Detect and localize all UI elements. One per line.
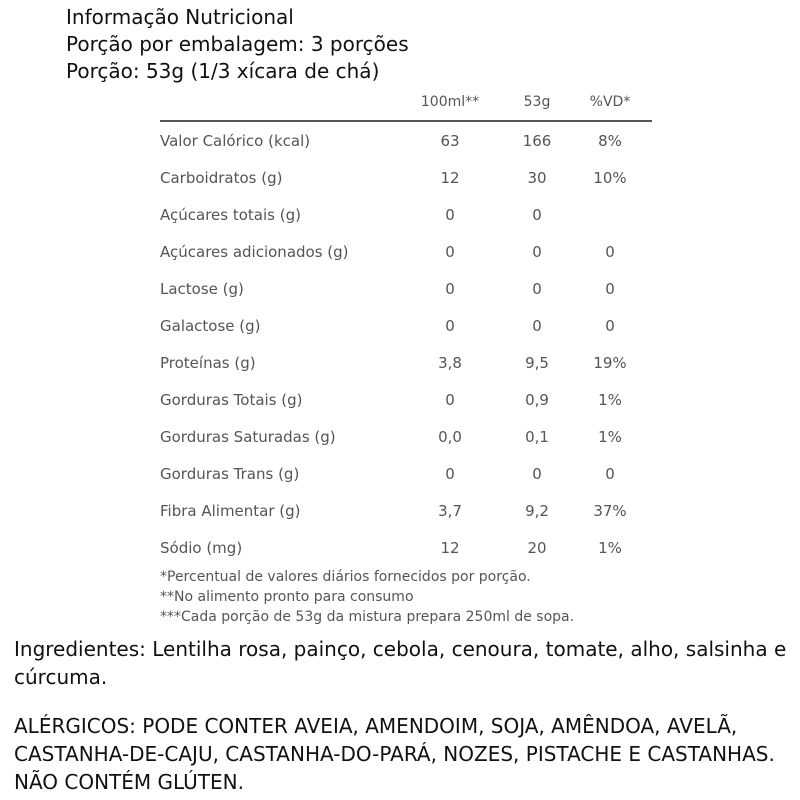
nutrient-label: Gorduras Trans (g) (160, 465, 300, 483)
value-vd: 0 (605, 465, 615, 483)
footnotes (160, 567, 574, 627)
value-100ml: 0 (445, 391, 455, 409)
value-53g: 9,5 (525, 354, 549, 372)
nutrition-header (66, 4, 409, 85)
nutrient-label: Lactose (g) (160, 280, 244, 298)
value-100ml: 0 (445, 280, 455, 298)
table-row (160, 233, 652, 270)
table-row (160, 381, 652, 418)
value-vd: 10% (593, 169, 627, 187)
value-100ml: 3,7 (438, 502, 462, 520)
nutrition-title: Informação Nutricional (66, 5, 294, 29)
servings-per-package: Porção por embalagem: 3 porções (66, 32, 409, 56)
nutrient-label: Sódio (mg) (160, 539, 243, 557)
value-53g: 0 (532, 280, 542, 298)
value-53g: 0 (532, 317, 542, 335)
footnote-preparation: ***Cada porção de 53g da mistura prepara 250ml de sopa. (160, 609, 575, 625)
value-vd: 19% (593, 354, 627, 372)
table-row (160, 529, 652, 566)
footnote-vd: *Percentual de valores diários fornecidos por porção. (160, 569, 531, 585)
table-row (160, 307, 652, 344)
value-vd: 1% (598, 539, 622, 557)
value-100ml: 63 (440, 132, 460, 150)
column-header-53g: 53g (523, 94, 551, 110)
nutrient-label: Açúcares adicionados (g) (160, 243, 349, 261)
table-row (160, 492, 652, 529)
value-vd: 37% (593, 502, 627, 520)
value-vd: 0 (605, 280, 615, 298)
column-header-100ml: 100ml** (420, 94, 480, 110)
value-100ml: 0 (445, 317, 455, 335)
footnote-ready-to-eat: **No alimento pronto para consumo (160, 589, 414, 605)
value-100ml: 0 (445, 206, 455, 224)
table-row (160, 159, 652, 196)
nutrient-label: Fibra Alimentar (g) (160, 502, 301, 520)
table-row (160, 196, 652, 233)
value-100ml: 12 (440, 539, 460, 557)
value-vd: 0 (605, 243, 615, 261)
table-row (160, 122, 652, 159)
ingredients-text: Ingredientes: Lentilha rosa, painço, cebola, cenoura, tomate, alho, salsinha e cúrcuma. (14, 637, 787, 689)
value-vd: 0 (605, 317, 615, 335)
value-53g: 0 (532, 465, 542, 483)
value-100ml: 0,0 (438, 428, 462, 446)
table-body (160, 122, 652, 566)
value-vd: 8% (598, 132, 622, 150)
serving-size: Porção: 53g (1/3 xícara de chá) (66, 59, 380, 83)
value-53g: 0,1 (525, 428, 549, 446)
value-vd: 1% (598, 428, 622, 446)
nutrition-table (160, 90, 652, 566)
table-header (160, 90, 652, 122)
value-53g: 9,2 (525, 502, 549, 520)
value-53g: 30 (527, 169, 547, 187)
nutrient-label: Carboidratos (g) (160, 169, 283, 187)
nutrient-label: Gorduras Totais (g) (160, 391, 303, 409)
nutrient-label: Proteínas (g) (160, 354, 256, 372)
value-53g: 0 (532, 243, 542, 261)
nutrient-label: Galactose (g) (160, 317, 261, 335)
value-100ml: 3,8 (438, 354, 462, 372)
table-row (160, 455, 652, 492)
value-53g: 20 (527, 539, 547, 557)
nutrient-label: Valor Calórico (kcal) (160, 132, 311, 150)
table-row (160, 344, 652, 381)
nutrient-label: Açúcares totais (g) (160, 206, 301, 224)
value-100ml: 0 (445, 243, 455, 261)
value-53g: 0,9 (525, 391, 549, 409)
value-53g: 0 (532, 206, 542, 224)
table-row (160, 270, 652, 307)
table-row (160, 418, 652, 455)
value-53g: 166 (522, 132, 552, 150)
nutrient-label: Gorduras Saturadas (g) (160, 428, 336, 446)
value-100ml: 0 (445, 465, 455, 483)
allergens-text: ALÉRGICOS: PODE CONTER AVEIA, AMENDOIM, SOJA, AMÊNDOA, AVELÃ, CASTANHA-DE-CAJU, CASTANHA-DO-PARÁ, NOZES, PISTACHE E CASTANHAS. NÃO CONTÉM GLÚTEN. (14, 714, 775, 794)
value-100ml: 12 (440, 169, 460, 187)
value-vd: 1% (598, 391, 622, 409)
column-header-vd: %VD* (589, 94, 631, 110)
